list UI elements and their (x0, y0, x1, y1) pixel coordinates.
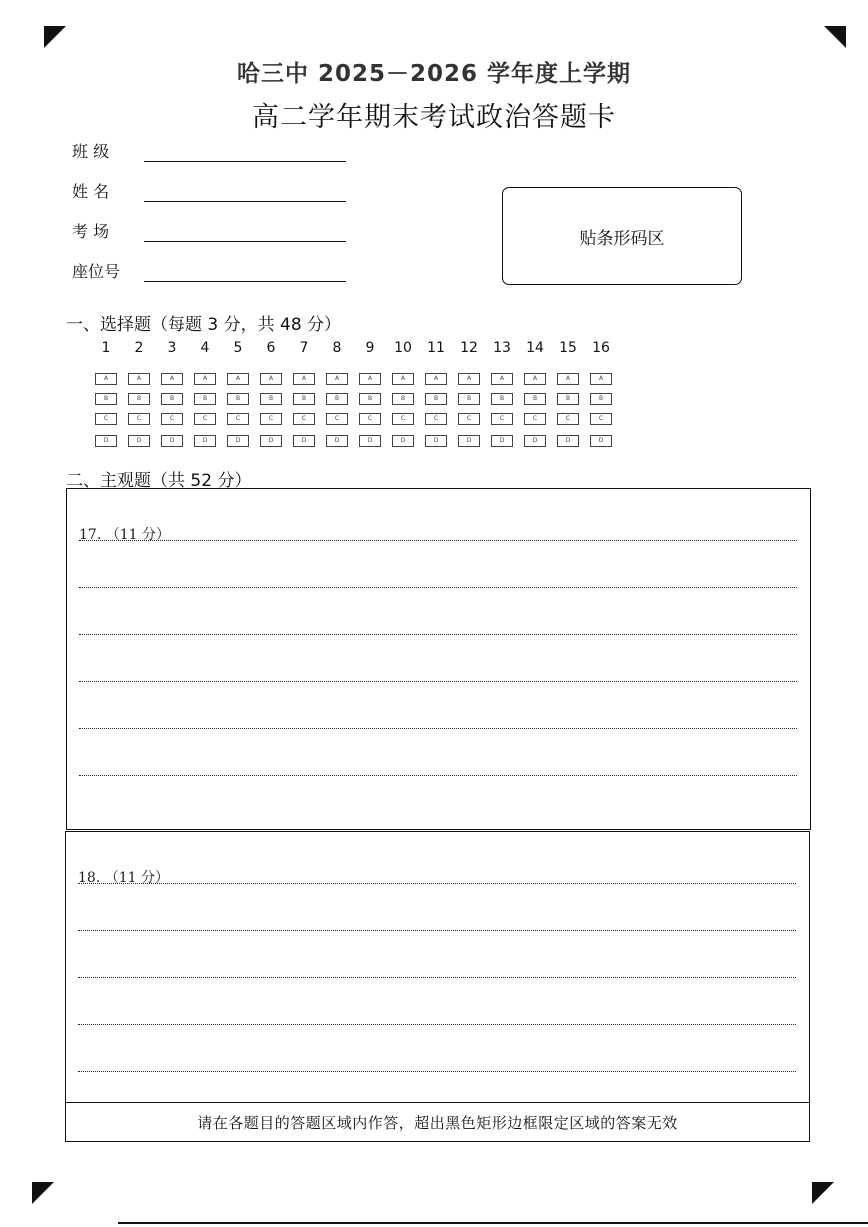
question-number: 7 (299, 340, 309, 356)
answer-bubble[interactable]: A (260, 373, 282, 385)
answer-bubble[interactable]: D (425, 435, 447, 447)
answer-bubble[interactable]: D (260, 435, 282, 447)
answer-bubble[interactable]: A (326, 373, 348, 385)
exam-room-field-label: 考 场 (72, 222, 110, 241)
question-number: 14 (526, 340, 544, 356)
answer-bubble[interactable]: D (590, 435, 612, 447)
q17-answer-line[interactable] (79, 540, 797, 541)
class-field-line[interactable] (144, 141, 346, 162)
answer-bubble[interactable]: C (293, 413, 315, 425)
question-number: 6 (266, 340, 276, 356)
name-field-label: 姓 名 (72, 182, 110, 201)
corner-mark-top-left-icon (44, 26, 66, 48)
seat-number-field-label: 座位号 (72, 262, 121, 281)
answer-bubble[interactable]: C (161, 413, 183, 425)
seat-number-field[interactable] (72, 258, 346, 282)
answer-bubble[interactable]: D (458, 435, 480, 447)
q18-answer-line[interactable] (78, 930, 796, 931)
answer-bubble[interactable]: B (326, 393, 348, 405)
answer-bubble[interactable]: C (458, 413, 480, 425)
answer-bubble[interactable]: D (557, 435, 579, 447)
footer-instruction-text: 请在各题目的答题区域内作答，超出黑色矩形边框限定区域的答案无效 (197, 1113, 678, 1132)
section1-heading: 一、选择题（每题 3 分，共 48 分） (66, 315, 342, 335)
option-row-b (92, 393, 622, 405)
corner-mark-bottom-left-icon (32, 1182, 54, 1204)
answer-bubble[interactable]: D (128, 435, 150, 447)
answer-bubble[interactable]: D (293, 435, 315, 447)
answer-bubble[interactable]: D (491, 435, 513, 447)
question-number: 8 (332, 340, 342, 356)
q17-answer-line[interactable] (79, 681, 797, 682)
answer-bubble[interactable]: D (392, 435, 414, 447)
answer-bubble[interactable]: B (557, 393, 579, 405)
q18-answer-line[interactable] (78, 883, 796, 884)
answer-bubble[interactable]: B (227, 393, 249, 405)
exam-title-line2: 高二学年期末考试政治答题卡 (252, 102, 616, 133)
answer-bubble[interactable]: D (95, 435, 117, 447)
answer-bubble[interactable]: C (359, 413, 381, 425)
answer-bubble[interactable]: A (95, 373, 117, 385)
answer-bubble[interactable]: A (359, 373, 381, 385)
answer-bubble[interactable]: A (227, 373, 249, 385)
answer-bubble[interactable]: C (227, 413, 249, 425)
answer-bubble[interactable]: C (128, 413, 150, 425)
class-field-label: 班 级 (72, 142, 110, 161)
answer-bubble[interactable]: C (557, 413, 579, 425)
name-field-line[interactable] (144, 181, 346, 202)
answer-bubble[interactable]: B (458, 393, 480, 405)
class-field[interactable] (72, 138, 346, 162)
answer-bubble[interactable]: B (392, 393, 414, 405)
q17-label: 17. （11 分） (79, 527, 170, 543)
answer-bubble[interactable]: A (392, 373, 414, 385)
question-number: 12 (460, 340, 478, 356)
answer-bubble[interactable]: B (524, 393, 546, 405)
q17-answer-line[interactable] (79, 587, 797, 588)
answer-bubble[interactable]: B (128, 393, 150, 405)
question-number: 3 (167, 340, 177, 356)
answer-bubble[interactable]: B (161, 393, 183, 405)
question-number: 16 (592, 340, 610, 356)
answer-bubble[interactable]: C (392, 413, 414, 425)
answer-bubble[interactable]: D (326, 435, 348, 447)
q18-answer-line[interactable] (78, 1024, 796, 1025)
seat-number-field-line[interactable] (144, 261, 346, 282)
question-number: 4 (200, 340, 210, 356)
question-number: 5 (233, 340, 243, 356)
choice-question-numbers (92, 340, 622, 360)
answer-bubble[interactable]: A (161, 373, 183, 385)
answer-bubble[interactable]: A (491, 373, 513, 385)
corner-mark-top-right-icon (824, 26, 846, 48)
answer-bubble[interactable]: A (194, 373, 216, 385)
answer-bubble[interactable]: C (524, 413, 546, 425)
answer-bubble[interactable]: B (590, 393, 612, 405)
q17-answer-line[interactable] (79, 634, 797, 635)
q18-answer-line[interactable] (78, 1071, 796, 1072)
footer-instruction-box (65, 1102, 810, 1142)
question-number: 13 (493, 340, 511, 356)
question-number: 1 (101, 340, 111, 356)
answer-bubble[interactable]: D (359, 435, 381, 447)
answer-bubble[interactable]: B (359, 393, 381, 405)
question-number: 15 (559, 340, 577, 356)
answer-bubble[interactable]: B (425, 393, 447, 405)
answer-bubble[interactable]: C (95, 413, 117, 425)
section2-heading: 二、主观题（共 52 分） (66, 471, 252, 491)
barcode-area-label: 贴条形码区 (579, 228, 665, 249)
answer-bubble[interactable]: C (590, 413, 612, 425)
exam-room-field[interactable] (72, 218, 346, 242)
answer-bubble[interactable]: D (227, 435, 249, 447)
answer-bubble[interactable]: D (161, 435, 183, 447)
name-field[interactable] (72, 178, 346, 202)
question-number: 11 (427, 340, 445, 356)
q18-answer-box[interactable] (65, 831, 810, 1103)
q17-answer-line[interactable] (79, 775, 797, 776)
answer-bubble[interactable]: B (491, 393, 513, 405)
bottom-rule (118, 1222, 868, 1224)
answer-bubble[interactable]: A (458, 373, 480, 385)
q17-answer-line[interactable] (79, 728, 797, 729)
answer-bubble[interactable]: A (128, 373, 150, 385)
answer-bubble[interactable]: D (524, 435, 546, 447)
answer-bubble[interactable]: B (194, 393, 216, 405)
option-row-a (92, 373, 622, 385)
option-row-c (92, 413, 622, 425)
exam-title-line1: 哈三中 2025－2026 学年度上学期 (236, 61, 632, 87)
answer-bubble[interactable]: A (293, 373, 315, 385)
question-number: 10 (394, 340, 412, 356)
answer-bubble[interactable]: C (425, 413, 447, 425)
q18-answer-line[interactable] (78, 977, 796, 978)
q18-label: 18. （11 分） (78, 870, 169, 886)
option-row-d (92, 435, 622, 447)
answer-bubble[interactable]: B (260, 393, 282, 405)
answer-bubble[interactable]: C (194, 413, 216, 425)
answer-bubble[interactable]: C (326, 413, 348, 425)
answer-bubble[interactable]: A (524, 373, 546, 385)
answer-bubble[interactable]: D (194, 435, 216, 447)
answer-bubble[interactable]: B (293, 393, 315, 405)
barcode-area (502, 187, 742, 285)
answer-bubble[interactable]: A (557, 373, 579, 385)
corner-mark-bottom-right-icon (812, 1182, 834, 1204)
question-number: 2 (134, 340, 144, 356)
answer-bubble[interactable]: A (425, 373, 447, 385)
answer-bubble[interactable]: C (260, 413, 282, 425)
answer-bubble[interactable]: C (491, 413, 513, 425)
question-number: 9 (365, 340, 375, 356)
exam-room-field-line[interactable] (144, 221, 346, 242)
answer-bubble[interactable]: A (590, 373, 612, 385)
answer-bubble[interactable]: B (95, 393, 117, 405)
